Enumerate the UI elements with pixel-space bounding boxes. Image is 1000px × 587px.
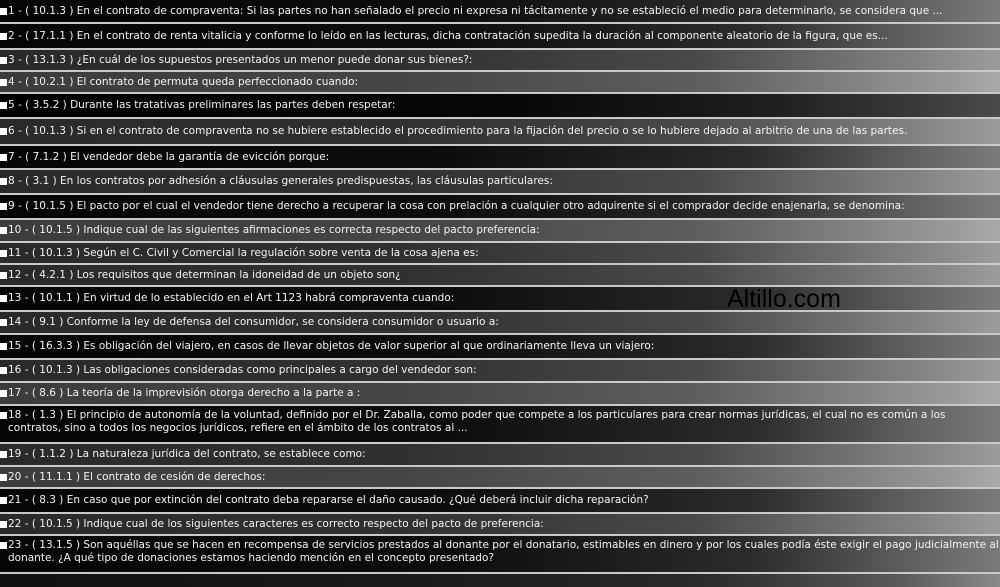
bullet-icon (0, 343, 7, 350)
question-item[interactable] (0, 220, 1000, 243)
question-item[interactable] (0, 119, 1000, 146)
bullet-icon (0, 178, 7, 185)
bullet-icon (0, 128, 7, 135)
bullet-icon (0, 8, 7, 15)
question-text: 23 - ( 13.1.5 ) Son aquéllas que se hacen en recompensa de servicios prestados al donante por el donatario, estimables en dinero y por los cuales podía éste exigir el pago judicialmente al donante. ¿A qué tipo de donaciones estamos haciendo mención en el concepto presentado? (8, 539, 999, 564)
question-item[interactable] (0, 489, 1000, 514)
bullet-icon (0, 542, 7, 549)
question-item[interactable] (0, 50, 1000, 72)
question-item[interactable] (0, 243, 1000, 265)
question-item[interactable] (0, 312, 1000, 335)
bullet-icon (0, 474, 7, 481)
bullet-icon (0, 412, 7, 419)
bullet-icon (0, 154, 7, 161)
question-item[interactable] (0, 0, 1000, 24)
question-text: 2 - ( 17.1.1 ) En el contrato de renta vitalicia y conforme lo leído en las lecturas, dicha contratación supedita la duración al componente aleatorio de la figura, que es... (8, 29, 888, 42)
bullet-icon (0, 203, 7, 210)
question-item[interactable] (0, 467, 1000, 489)
question-text: 18 - ( 1.3 ) El principio de autonomía de la voluntad, definido por el Dr. Zaballa, como poder que compete a los particulares para crear normas jurídicas, el cual no es común a los contratos, sino a todos los negocios jurídicos, refiere en el ámbito de los contratos al ... (8, 409, 946, 434)
question-text: 13 - ( 10.1.1 ) En virtud de lo establecido en el Art 1123 habrá compraventa cuando: (8, 292, 455, 304)
question-text: 11 - ( 10.1.3 ) Según el C. Civil y Comercial la regulación sobre venta de la cosa ajena es: (8, 246, 479, 259)
question-item[interactable] (0, 536, 1000, 574)
question-item[interactable] (0, 335, 1000, 360)
bullet-icon (0, 227, 7, 234)
question-text: 17 - ( 8.6 ) La teoría de la imprevisión otorga derecho a la parte a : (8, 387, 361, 399)
question-item[interactable] (0, 94, 1000, 119)
bullet-icon (0, 250, 7, 257)
bullet-icon (0, 79, 7, 86)
question-text: 22 - ( 10.1.5 ) Indique cual de los siguientes caracteres es correcto respecto del pacto de preferencia: (8, 517, 544, 530)
question-text: 21 - ( 8.3 ) En caso que por extinción del contrato deba repararse el daño causado. ¿Qué deberá incluir dicha reparación? (8, 494, 649, 506)
question-text: 20 - ( 11.1.1 ) El contrato de cesión de derechos: (8, 470, 266, 483)
question-item[interactable] (0, 24, 1000, 50)
question-item[interactable] (0, 146, 1000, 170)
question-item[interactable] (0, 265, 1000, 287)
bullet-icon (0, 521, 7, 528)
bullet-icon (0, 33, 7, 40)
bullet-icon (0, 497, 7, 504)
bullet-icon (0, 451, 7, 458)
question-item[interactable] (0, 383, 1000, 406)
bullet-icon (0, 367, 7, 374)
question-item[interactable] (0, 287, 1000, 312)
question-text: 19 - ( 1.1.2 ) La naturaleza jurídica del contrato, se establece como: (8, 448, 366, 460)
question-item[interactable] (0, 72, 1000, 94)
bullet-icon (0, 390, 7, 397)
question-item[interactable] (0, 406, 1000, 444)
watermark: Altillo.com (727, 285, 841, 313)
bullet-icon (0, 57, 7, 64)
question-text: 15 - ( 16.3.3 ) Es obligación del viajero, en casos de llevar objetos de valor superior al que ordinariamente lleva un viajero: (8, 340, 655, 352)
question-item[interactable] (0, 444, 1000, 467)
question-item[interactable] (0, 195, 1000, 220)
question-text: 4 - ( 10.2.1 ) El contrato de permuta queda perfeccionado cuando: (8, 75, 359, 88)
question-text: 6 - ( 10.1.3 ) Si en el contrato de compraventa no se hubiere establecido el procedimiento para la fijación del precio o se lo hubiere dejado al arbitrio de una de las partes. (8, 125, 908, 137)
question-text: 3 - ( 13.1.3 ) ¿En cuál de los supuestos presentados un menor puede donar sus bienes?: (8, 53, 473, 66)
question-text: 7 - ( 7.1.2 ) El vendedor debe la garantía de evicción porque: (8, 150, 330, 163)
question-item[interactable] (0, 360, 1000, 383)
bullet-icon (0, 319, 7, 326)
question-text: 12 - ( 4.2.1 ) Los requisitos que determinan la idoneidad de un objeto son¿ (8, 268, 401, 281)
question-text: 8 - ( 3.1 ) En los contratos por adhesión a cláusulas generales predispuestas, las cláusulas particulares: (8, 175, 553, 187)
question-text: 16 - ( 10.1.3 ) Las obligaciones consideradas como principales a cargo del vendedor son: (8, 364, 477, 376)
bullet-icon (0, 102, 7, 109)
question-text: 10 - ( 10.1.5 ) Indique cual de las siguientes afirmaciones es correcta respecto del pacto preferencia: (8, 224, 540, 236)
question-item[interactable] (0, 514, 1000, 536)
question-text: 5 - ( 3.5.2 ) Durante las tratativas preliminares las partes deben respetar: (8, 99, 396, 111)
question-item[interactable] (0, 170, 1000, 195)
bullet-icon (0, 295, 7, 302)
bullet-icon (0, 272, 7, 279)
question-text: 1 - ( 10.1.3 ) En el contrato de compraventa: Si las partes no han señalado el precio ni expresa ni tácitamente y no se estableció el medio para determinarlo, se considera que ... (8, 4, 943, 17)
question-text: 9 - ( 10.1.5 ) El pacto por el cual el vendedor tiene derecho a recuperar la cosa con prelación a cualquier otro adquirente si el comprador decide enajenarla, se denomina: (8, 200, 905, 212)
question-text: 14 - ( 9.1 ) Conforme la ley de defensa del consumidor, se considera consumidor o usuario a: (8, 316, 499, 328)
